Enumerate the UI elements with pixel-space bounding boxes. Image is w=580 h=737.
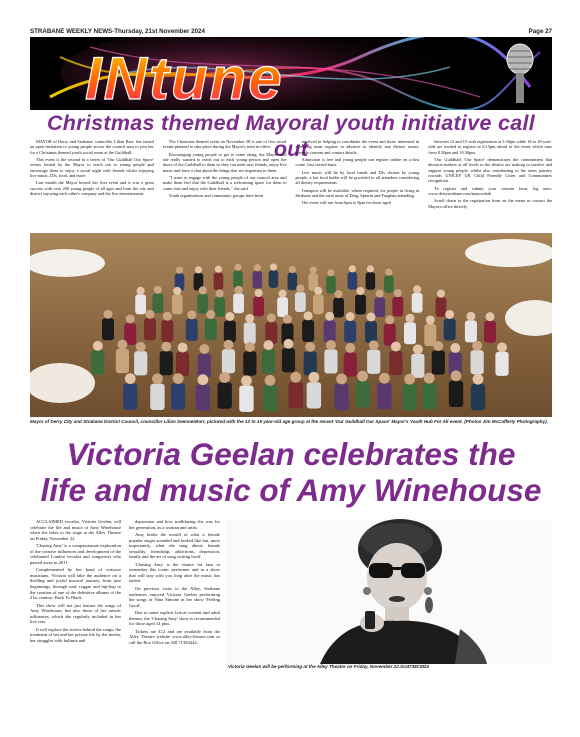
person-head — [385, 269, 392, 276]
person-head — [356, 287, 364, 295]
person-head — [426, 315, 435, 324]
person-figure — [135, 294, 146, 314]
person-figure — [214, 297, 225, 317]
person-head — [305, 342, 315, 352]
person-figure — [277, 297, 288, 317]
person-head — [385, 315, 394, 324]
person-figure — [449, 381, 463, 407]
person-figure — [263, 385, 277, 411]
person-figure — [239, 386, 253, 412]
person-figure — [134, 351, 147, 375]
person-head — [216, 289, 224, 297]
paragraph: Complemented by her band of virtuoso musicians, Victoria will take the audience on a thrilling and joyful musical journey, from jazz beginnings, through soul, reggae and hip-hop to the creation of one of the definitive albums of the 21st century: Back To Black. — [30, 567, 121, 601]
person-figure — [495, 352, 508, 376]
person-figure — [253, 297, 264, 317]
person-figure — [355, 381, 369, 407]
banner-art — [30, 37, 552, 110]
person-head — [424, 373, 435, 384]
group-photo-image — [30, 233, 552, 417]
person-figure — [289, 382, 303, 408]
paragraph: MAYOR of Derry and Strabane, councillor Lilian Barr, has issued an open invitation to young people across the council area to join her for a Christmas themed youth social event at the Guildhall. — [30, 139, 154, 155]
person-head — [136, 342, 146, 352]
headline-line: Victoria Geelan celebrates the — [66, 436, 516, 472]
paragraph: Amy broke the mould of what a female popular singer sounded and looked like but, more importantly, what she sang about: female sexuality, friendship, addictions, depression, family and the art of song writing itself. — [129, 532, 220, 560]
person-head — [325, 312, 334, 321]
person-head — [199, 344, 209, 354]
person-figure — [471, 350, 484, 374]
person-figure — [91, 350, 104, 374]
article1-column-1 — [30, 139, 154, 232]
article1-column-4 — [428, 139, 552, 232]
paragraph: Tickets are £12 and are available from the Alley Theatre website www.alley-theatre.com or call the Box Office on 028 71384444. — [129, 628, 220, 645]
person-head — [451, 370, 462, 381]
person-head — [187, 310, 196, 319]
person-figure — [214, 272, 224, 290]
paragraph: The Christmas themed event on November 28 is one of five social events planned to take place during the Mayor's term in office. — [162, 139, 287, 150]
paragraph: It will explore the stories behind the songs, the treatment of her and her private life by the media, her struggles with bulimia and — [30, 626, 121, 643]
person-figure — [224, 320, 236, 342]
person-head — [405, 314, 414, 323]
person-figure — [444, 318, 456, 340]
person-head — [215, 266, 222, 273]
person-head — [173, 373, 184, 384]
person-head — [225, 312, 234, 321]
person-head — [245, 314, 254, 323]
page-header — [30, 26, 552, 36]
person-head — [445, 310, 454, 319]
person-head — [224, 340, 234, 350]
article2-column-2 — [129, 519, 220, 719]
person-figure — [102, 318, 114, 340]
person-figure — [252, 271, 262, 289]
person-head — [126, 314, 135, 323]
paragraph: Live music will be by local bands and DJs chosen by young people, a hot food buffet will be provided to all attendees considering all dietary requirements. — [295, 169, 420, 186]
article1-headline: Christmas themed Mayoral youth initiative call out — [46, 111, 536, 161]
person-figure — [411, 354, 424, 378]
person-figure — [171, 383, 185, 409]
person-figure — [233, 293, 244, 313]
person-head — [473, 374, 484, 385]
person-figure — [334, 384, 348, 410]
person-head — [161, 342, 171, 352]
person-head — [357, 371, 368, 382]
paragraph: between 12 and 15 with registration at 5.30pm while 16 to 20-year-olds are invited to register at 8.15pm ahead of the event which runs from 8.30pm and 10.30pm. — [428, 139, 552, 155]
person-head — [176, 267, 183, 274]
paragraph: Admission is free and young people can register online on a first come, first served basis. — [295, 157, 420, 168]
person-figure — [313, 294, 324, 314]
person-head — [391, 342, 401, 352]
person-figure — [205, 319, 217, 341]
paragraph: Transport will be available, where required, for people in living in Strabane and the rural areas of Derg, Sperrin and Faughan attending. — [295, 187, 420, 199]
person-figure — [422, 383, 436, 409]
person-figure — [244, 322, 256, 344]
person-figure — [377, 383, 391, 409]
person-head — [267, 313, 276, 322]
person-figure — [302, 320, 314, 342]
person-figure — [344, 352, 357, 376]
person-head — [413, 344, 423, 354]
article1-column-3 — [296, 139, 420, 232]
person-head — [199, 286, 207, 294]
person-figure — [161, 320, 173, 342]
paragraph: "I want to engage with the young people of our council area and make them feel that the Guildhall is a welcoming space for them to come visit and enjoy with their friends," she said. — [162, 175, 287, 191]
person-figure — [404, 322, 416, 344]
paragraph: This event is the second in a series of 'Our Guildhall Our Space' events hosted by the Mayor to reach out to young people and encourage them to enjoy a social night with friends whilst enjoying live music, DJs, food, and more. — [30, 157, 154, 179]
article2-headline — [30, 436, 552, 512]
person-head — [335, 290, 343, 298]
person-figure — [186, 319, 198, 341]
person-head — [289, 266, 296, 273]
person-figure — [348, 272, 358, 290]
paragraph: depression and how trailblazing she was for her generation, as a woman and artist. — [129, 519, 220, 530]
person-figure — [197, 294, 208, 314]
person-head — [145, 310, 154, 319]
person-head — [314, 287, 322, 295]
person-head — [241, 375, 252, 386]
person-head — [394, 289, 402, 297]
person-head — [472, 341, 482, 351]
article2-body — [30, 519, 220, 719]
person-head — [137, 287, 145, 295]
person-head — [413, 285, 421, 293]
person-figure — [344, 321, 356, 343]
person-figure — [116, 349, 129, 373]
paragraph: To register and submit your consent form, log onto: www.derrystrabane.com/mayorshub — [428, 185, 552, 197]
person-figure — [465, 320, 477, 342]
person-figure — [160, 351, 173, 375]
person-head — [310, 267, 317, 274]
person-figure — [262, 350, 275, 374]
person-figure — [152, 293, 163, 313]
person-head — [283, 315, 292, 324]
page-number: Page 27 — [528, 27, 552, 35]
person-head — [152, 373, 163, 384]
person-figure — [412, 293, 423, 313]
person-head — [346, 312, 355, 321]
person-figure — [269, 270, 279, 288]
person-head — [197, 374, 208, 385]
person-figure — [307, 382, 321, 408]
person-head — [163, 312, 172, 321]
person-head — [178, 343, 188, 353]
person-head — [154, 286, 162, 294]
person-head — [125, 373, 136, 384]
person-figure — [355, 295, 366, 315]
person-head — [195, 266, 202, 273]
person-head — [366, 312, 375, 321]
paragraph: This show will not just feature the songs of Amy Winehouse, but also those of her artistic influences, which she regularly included in her live sets. — [30, 602, 121, 625]
paragraph: On previous visits to the Alley, Strabane audiences enjoyed Victoria Geelan performing the songs of Nina Simone in her show 'Feeling Good'. — [129, 586, 220, 608]
person-figure — [144, 318, 156, 340]
paragraph: Due to some explicit lyrical content and adult themes, the 'Chasing Amy' show is recommended for those aged 14 plus. — [129, 610, 220, 627]
person-figure — [196, 384, 210, 410]
paragraph: 'Our Guildhall, Our Space' demonstrates the commitment that decision makers at all levels in the district are making to involve and support young people, whilst also contributing to the areas journey towards UNICEF UK Child Friendly Cities and Communities recognition. — [428, 157, 552, 184]
person-figure — [233, 270, 243, 288]
person-head — [367, 265, 374, 272]
person-head — [466, 312, 475, 321]
article1-column-2 — [163, 139, 287, 232]
paragraph: involved in helping to coordinate the event and those interested in attending must register in advance to identify any dietary issues, provide consent and contact details. — [295, 139, 420, 155]
person-figure — [392, 297, 403, 317]
person-figure — [288, 273, 298, 291]
person-head — [290, 372, 301, 383]
person-head — [336, 373, 347, 384]
person-figure — [324, 320, 336, 342]
paragraph: The event will run from 6pm to 8pm for those aged — [301, 200, 391, 206]
person-figure — [389, 351, 402, 375]
person-head — [206, 310, 215, 319]
person-figure — [282, 348, 295, 372]
singer-portrait — [225, 519, 552, 664]
person-head — [93, 341, 103, 351]
person-head — [296, 284, 304, 292]
person-figure — [295, 292, 306, 312]
person-head — [173, 287, 181, 295]
person-figure — [402, 384, 416, 410]
publication-line: STRABANE WEEKLY NEWS-Thursday, 21st November 2024 — [30, 27, 205, 35]
person-head — [327, 269, 334, 276]
person-figure — [326, 276, 336, 294]
person-head — [284, 339, 294, 349]
person-figure — [365, 321, 377, 343]
singer-portrait-image — [225, 519, 552, 664]
person-head — [486, 312, 495, 321]
person-head — [433, 341, 443, 351]
person-figure — [222, 349, 235, 373]
person-figure — [324, 349, 337, 373]
person-head — [345, 343, 355, 353]
person-figure — [484, 321, 496, 343]
person-head — [404, 374, 415, 385]
person-head — [118, 340, 128, 350]
person-head — [254, 264, 261, 271]
person-figure — [436, 297, 447, 317]
person-head — [255, 289, 263, 297]
paragraph: Last month the Mayor hosted her first event and it was a great success with over 200 young people of all ages and from the city and district enjoying each other's company and the live entertainment. — [30, 180, 154, 197]
person-head — [235, 286, 243, 294]
person-head — [279, 290, 287, 298]
person-head — [263, 340, 273, 350]
paragraph: 'Chasing Amy' is the chance for fans to remember this iconic performer and in a show that will stay with you long after the music has ended. — [129, 561, 220, 584]
person-figure — [176, 352, 189, 376]
paragraph: ACCLAIMED vocalist, Victoria Geelan, will celebrate the life and music of Amy Winehouse when she takes to the stage at the Alley Theatre on Friday, November 22. — [30, 519, 121, 541]
person-figure — [150, 384, 164, 410]
headline-line: life and music of Amy Winehouse — [40, 472, 542, 508]
person-head — [349, 265, 356, 272]
person-figure — [366, 272, 376, 290]
article2-column-1 — [30, 519, 121, 719]
person-head — [104, 310, 113, 319]
person-figure — [384, 275, 394, 293]
person-head — [376, 290, 384, 298]
person-figure — [304, 351, 317, 375]
paragraph: Youth organisations and community groups have been — [168, 193, 264, 199]
person-figure — [424, 324, 436, 346]
person-figure — [198, 353, 211, 377]
person-head — [265, 375, 276, 386]
person-figure — [333, 298, 344, 318]
person-head — [270, 264, 277, 271]
person-head — [219, 372, 230, 383]
person-figure — [123, 384, 137, 410]
person-head — [234, 264, 241, 271]
group-photo — [30, 233, 552, 417]
person-figure — [218, 382, 232, 408]
person-head — [304, 311, 313, 320]
person-head — [497, 342, 507, 352]
article1-body — [30, 139, 552, 232]
person-figure — [471, 384, 485, 410]
person-figure — [172, 294, 183, 314]
paragraph: Scroll down to the registration form on the menu or contact the Mayors office directly. — [428, 198, 552, 209]
person-figure — [243, 351, 256, 375]
person-head — [245, 342, 255, 352]
paragraph: 'Chasing Amy' is a compassionate exploration of the creative influences and development of the celebrated London vocalist and songwriter who passed away in 2011. — [30, 543, 121, 565]
paragraph: Encouraging young people to get to come along, the Mayor said she really wanted to reach out to each young person and open the doors of the Guildhall to them so they can meet new friends, enjoy live music and have a chat about the things that are important to them. — [162, 151, 287, 173]
intune-banner — [30, 37, 552, 110]
person-figure — [374, 297, 385, 317]
banner-title: INtune — [85, 45, 284, 110]
person-figure — [432, 350, 445, 374]
person-head — [369, 340, 379, 350]
portrait-caption: Victoria Geelan will be performing at the Alley Theatre on Friday, November 22.SU4738CM24 — [228, 664, 429, 669]
group-photo-caption: Mayor of Derry City and Strabane District Council, councillor Lilian SeenoerBarr, pictured with the 12 to 15 year-old age group at the recent 'Our Guildhall Our Space' Mayor's Youth Hub For All event. (Photos Jim McCafferty Photography). — [30, 419, 548, 424]
person-head — [326, 340, 336, 350]
person-head — [450, 343, 460, 353]
person-figure — [367, 350, 380, 374]
person-head — [379, 373, 390, 384]
person-head — [308, 372, 319, 383]
person-head — [437, 290, 445, 298]
